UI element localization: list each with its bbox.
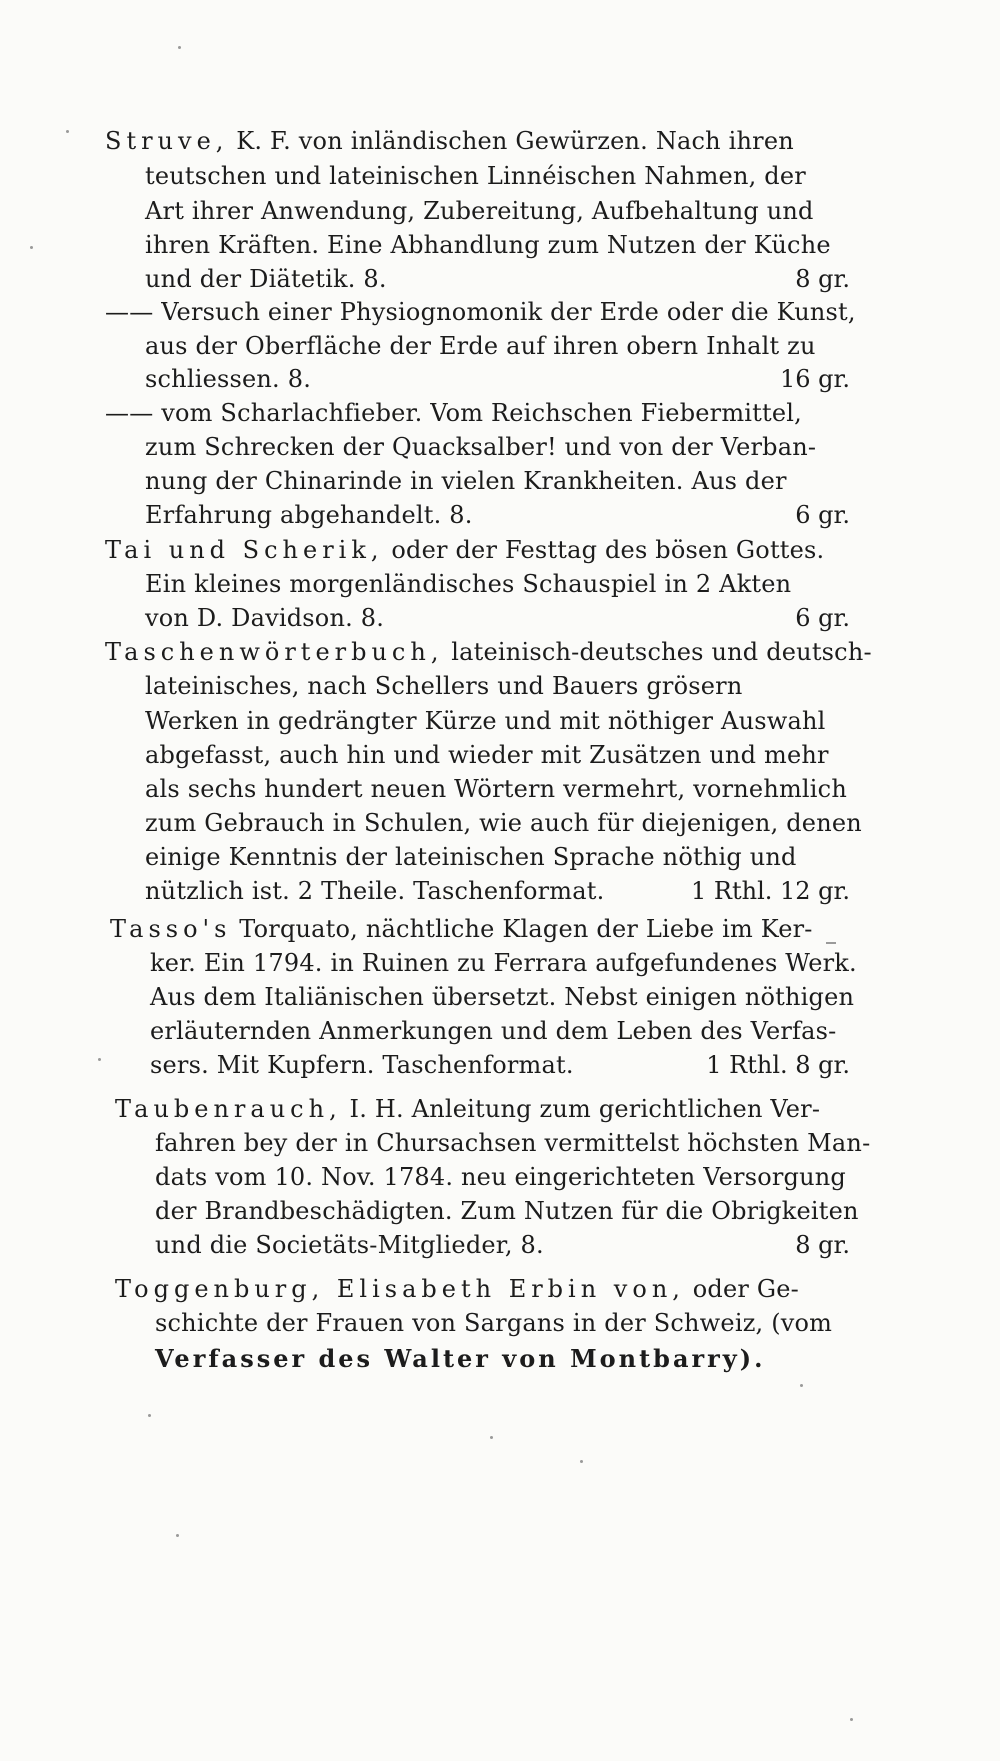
entry-author: Taubenrauch,: [115, 1095, 342, 1123]
entry-line: Ein kleines morgenländisches Schauspiel in 2 Akten: [145, 570, 792, 598]
entry-line: ihren Kräften. Eine Abhandlung zum Nutzen der Küche: [145, 231, 831, 259]
scan-speck: [800, 1384, 803, 1387]
scan-speck: [30, 246, 33, 249]
entry-line: von D. Davidson. 8.: [145, 604, 385, 632]
scan-speck: [580, 1460, 583, 1463]
entry-text: Torquato, nächtliche Klagen der Liebe im Ker-: [231, 915, 813, 943]
entry-author: Taschenwörterbuch,: [105, 638, 444, 666]
entry-line: [105, 535, 824, 565]
entry-price: 6 gr.: [795, 501, 850, 529]
entry-text: oder Ge-: [684, 1275, 799, 1303]
entry-text: lateinisch-deutsches und deutsch-: [443, 638, 872, 666]
scan-speck: [98, 1058, 101, 1061]
scan-speck: [148, 1414, 151, 1417]
entry-price: 1 Rthl. 8 gr.: [706, 1051, 850, 1079]
entry-line: Erfahrung abgehandelt. 8.: [145, 501, 473, 529]
entry-line: zum Schrecken der Quacksalber! und von der Verban-: [145, 433, 817, 461]
entry-line: nützlich ist. 2 Theile. Taschenformat.: [145, 877, 605, 905]
entry-text: K. F. von inländischen Gewürzen. Nach ihren: [228, 127, 794, 155]
scan-speck: [178, 46, 181, 49]
entry-line: sers. Mit Kupfern. Taschenformat.: [150, 1051, 574, 1079]
entry-line: Verfasser des Walter von Montbarry).: [155, 1344, 766, 1373]
entry-line: [110, 914, 813, 944]
entry-price: 8 gr.: [795, 265, 850, 293]
entry-line: teutschen und lateinischen Linnéischen Nahmen, der: [145, 162, 806, 190]
scan-speck: [66, 130, 69, 133]
scan-speck: [490, 1436, 493, 1439]
entry-line: einige Kenntnis der lateinischen Sprache nöthig und: [145, 843, 797, 871]
entry-line: der Brandbeschädigten. Zum Nutzen für die Obrigkeiten: [155, 1197, 859, 1225]
entry-line: Aus dem Italiänischen übersetzt. Nebst einigen nöthigen: [150, 983, 855, 1011]
entry-text: I. H. Anleitung zum gerichtlichen Ver-: [341, 1095, 821, 1123]
entry-line: —— Versuch einer Physiognomonik der Erde oder die Kunst,: [105, 298, 856, 326]
entry-price: 1 Rthl. 12 gr.: [691, 877, 850, 905]
scan-speck: [850, 1718, 853, 1721]
entry-line: —— vom Scharlachfieber. Vom Reichschen Fiebermittel,: [105, 399, 802, 427]
entry-price: 8 gr.: [795, 1231, 850, 1259]
entry-price: 6 gr.: [795, 604, 850, 632]
entry-line: Werken in gedrängter Kürze und mit nöthiger Auswahl: [145, 707, 826, 735]
entry-line: fahren bey der in Chursachsen vermittelst höchsten Man-: [155, 1129, 871, 1157]
entry-line: [105, 126, 794, 156]
entry-line: ker. Ein 1794. in Ruinen zu Ferrara aufgefundenes Werk.: [150, 949, 857, 977]
entry-line: zum Gebrauch in Schulen, wie auch für diejenigen, denen: [145, 809, 862, 837]
scan-speck: [826, 942, 836, 944]
entry-line: dats vom 10. Nov. 1784. neu eingerichteten Versorgung: [155, 1163, 846, 1191]
entry-line: und die Societäts-Mitglieder, 8.: [155, 1231, 544, 1259]
entry-line: und der Diätetik. 8.: [145, 265, 387, 293]
entry-line: schichte der Frauen von Sargans in der Schweiz, (vom: [155, 1309, 833, 1337]
entry-author: Toggenburg, Elisabeth Erbin von,: [115, 1275, 685, 1303]
entry-line: aus der Oberfläche der Erde auf ihren obern Inhalt zu: [145, 332, 816, 360]
entry-author: Struve,: [105, 127, 229, 155]
entry-line: schliessen. 8.: [145, 365, 312, 393]
entry-line: lateinisches, nach Schellers und Bauers grösern: [145, 672, 743, 700]
scan-speck: [176, 1534, 179, 1537]
entry-line: [105, 637, 872, 667]
entry-line: als sechs hundert neuen Wörtern vermehrt, vornehmlich: [145, 775, 847, 803]
entry-text: oder der Festtag des bösen Gottes.: [383, 536, 825, 564]
entry-author: Tai und Scherik,: [105, 536, 384, 564]
entry-line: Art ihrer Anwendung, Zubereitung, Aufbehaltung und: [145, 197, 814, 225]
entry-line: erläuternden Anmerkungen und dem Leben des Verfas-: [150, 1017, 837, 1045]
entry-line: abgefasst, auch hin und wieder mit Zusätzen und mehr: [145, 741, 829, 769]
entry-price: 16 gr.: [780, 365, 850, 393]
entry-line: nung der Chinarinde in vielen Krankheiten. Aus der: [145, 467, 787, 495]
entry-line: [115, 1274, 799, 1304]
entry-line: [115, 1094, 820, 1124]
entry-author: Tasso's: [110, 915, 232, 943]
